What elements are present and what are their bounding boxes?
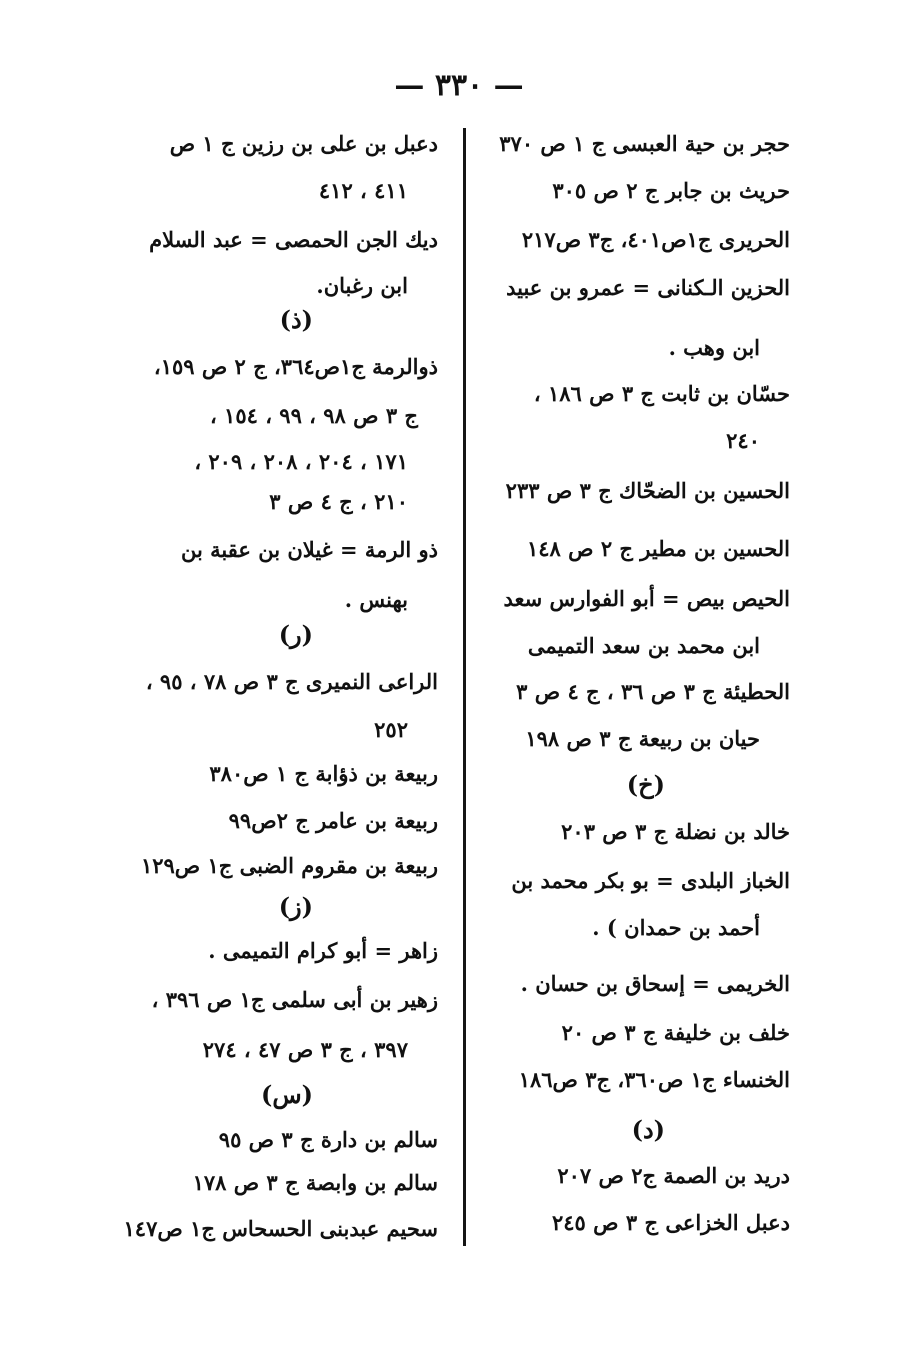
- index-entry: الحسين بن الضحّاك ج ٣ ص ٢٣٣: [505, 478, 790, 503]
- index-entry: سحيم عبدبنى الحسحاس ج١ ص١٤٧: [123, 1216, 438, 1241]
- index-entry: ذوالرمة ج١ص٣٦٤، ج ٢ ص ١٥٩،: [153, 354, 438, 379]
- section-letter-zay: (ز): [278, 892, 313, 921]
- index-entry: ربيعة بن مقروم الضبى ج١ ص١٢٩: [140, 853, 438, 878]
- index-entry: حيان بن ربيعة ج ٣ ص ١٩٨: [525, 726, 760, 751]
- index-entry-continuation: ٤١١ ، ٤١٢: [318, 178, 408, 203]
- index-entry: دريد بن الصمة ج٢ ص ٢٠٧: [557, 1163, 790, 1188]
- index-entry: الحريرى ج١ص٤٠١، ج٣ ص٢١٧: [521, 227, 790, 252]
- index-entry-continuation: ابن محمد بن سعد التميمى: [527, 633, 760, 658]
- column-divider: [463, 128, 466, 1246]
- index-entry-continuation: ٢٤٠: [726, 428, 760, 453]
- index-entry: زاهر = أبو كرام التميمى .: [208, 938, 438, 963]
- section-letter-kha: (خ): [626, 770, 665, 799]
- index-entry: زهير بن أبى سلمى ج١ ص ٣٩٦ ،: [151, 987, 438, 1012]
- index-entry: سالم بن وابصة ج ٣ ص ١٧٨: [192, 1170, 438, 1195]
- index-entry: الحطيئة ج ٣ ص ٣٦ ، ج ٤ ص ٣: [516, 679, 790, 704]
- index-entry: حريث بن جابر ج ٢ ص ٣٠٥: [552, 178, 790, 203]
- section-letter-ra: (ر): [278, 620, 313, 649]
- section-letter-dal: (د): [631, 1115, 665, 1144]
- index-entry: ربيعة بن ذؤابة ج ١ ص٣٨٠: [209, 761, 438, 786]
- index-entry: الخباز البلدى = بو بكر محمد بن: [511, 868, 790, 893]
- index-entry: الراعى النميرى ج ٣ ص ٧٨ ، ٩٥ ،: [145, 669, 438, 694]
- index-entry: خلف بن خليفة ج ٣ ص ٢٠: [561, 1020, 790, 1045]
- index-entry: ذو الرمة = غيلان بن عقبة بن: [181, 537, 438, 562]
- index-entry: حسّان بن ثابت ج ٣ ص ١٨٦ ،: [533, 381, 790, 406]
- index-entry: دعبل الخزاعى ج ٣ ص ٢٤٥: [552, 1210, 790, 1235]
- index-entry-continuation: أحمد بن حمدان ) .: [592, 915, 760, 940]
- index-entry: دعبل بن على بن رزين ج ١ ص: [169, 131, 438, 156]
- section-letter-dhal: (ذ): [279, 305, 313, 334]
- index-entry: الحيص بيص = أبو الفوارس سعد: [503, 586, 790, 611]
- page-number: — ٣٣٠ —: [394, 68, 524, 103]
- index-entry: حجر بن حية العبسى ج ١ ص ٣٧٠: [499, 131, 790, 156]
- section-letter-sin: (س): [260, 1080, 313, 1109]
- index-entry: الخريمى = إسحاق بن حسان .: [520, 971, 790, 996]
- index-entry-continuation: ٣٩٧ ، ج ٣ ص ٤٧ ، ٢٧٤: [202, 1037, 408, 1062]
- index-entry-continuation: ١٧١ ، ٢٠٤ ، ٢٠٨ ، ٢٠٩ ،: [194, 449, 408, 474]
- index-entry-continuation: ٢٥٢: [374, 717, 408, 742]
- index-entry: ربيعة بن عامر ج ٢ص٩٩: [228, 808, 438, 833]
- index-entry: خالد بن نضلة ج ٣ ص ٢٠٣: [561, 819, 790, 844]
- index-entry: الخنساء ج١ ص٣٦٠، ج٣ ص١٨٦: [518, 1067, 790, 1092]
- index-entry-continuation: بهنس .: [344, 587, 408, 612]
- index-entry: ديك الجن الحمصى = عبد السلام: [149, 227, 438, 252]
- index-entry: سالم بن دارة ج ٣ ص ٩٥: [218, 1127, 438, 1152]
- index-entry: الحسين بن مطير ج ٢ ص ١٤٨: [526, 536, 790, 561]
- index-entry-continuation: ٢١٠ ، ج ٤ ص ٣: [269, 489, 408, 514]
- index-entry-continuation: ابن وهب .: [668, 335, 760, 360]
- index-entry-continuation: ابن رغبان.: [316, 273, 408, 298]
- index-entry: الحزين الـكنانى = عمرو بن عبيد: [506, 275, 790, 300]
- index-entry-continuation: ج ٣ ص ٩٨ ، ٩٩ ، ١٥٤ ،: [209, 403, 418, 428]
